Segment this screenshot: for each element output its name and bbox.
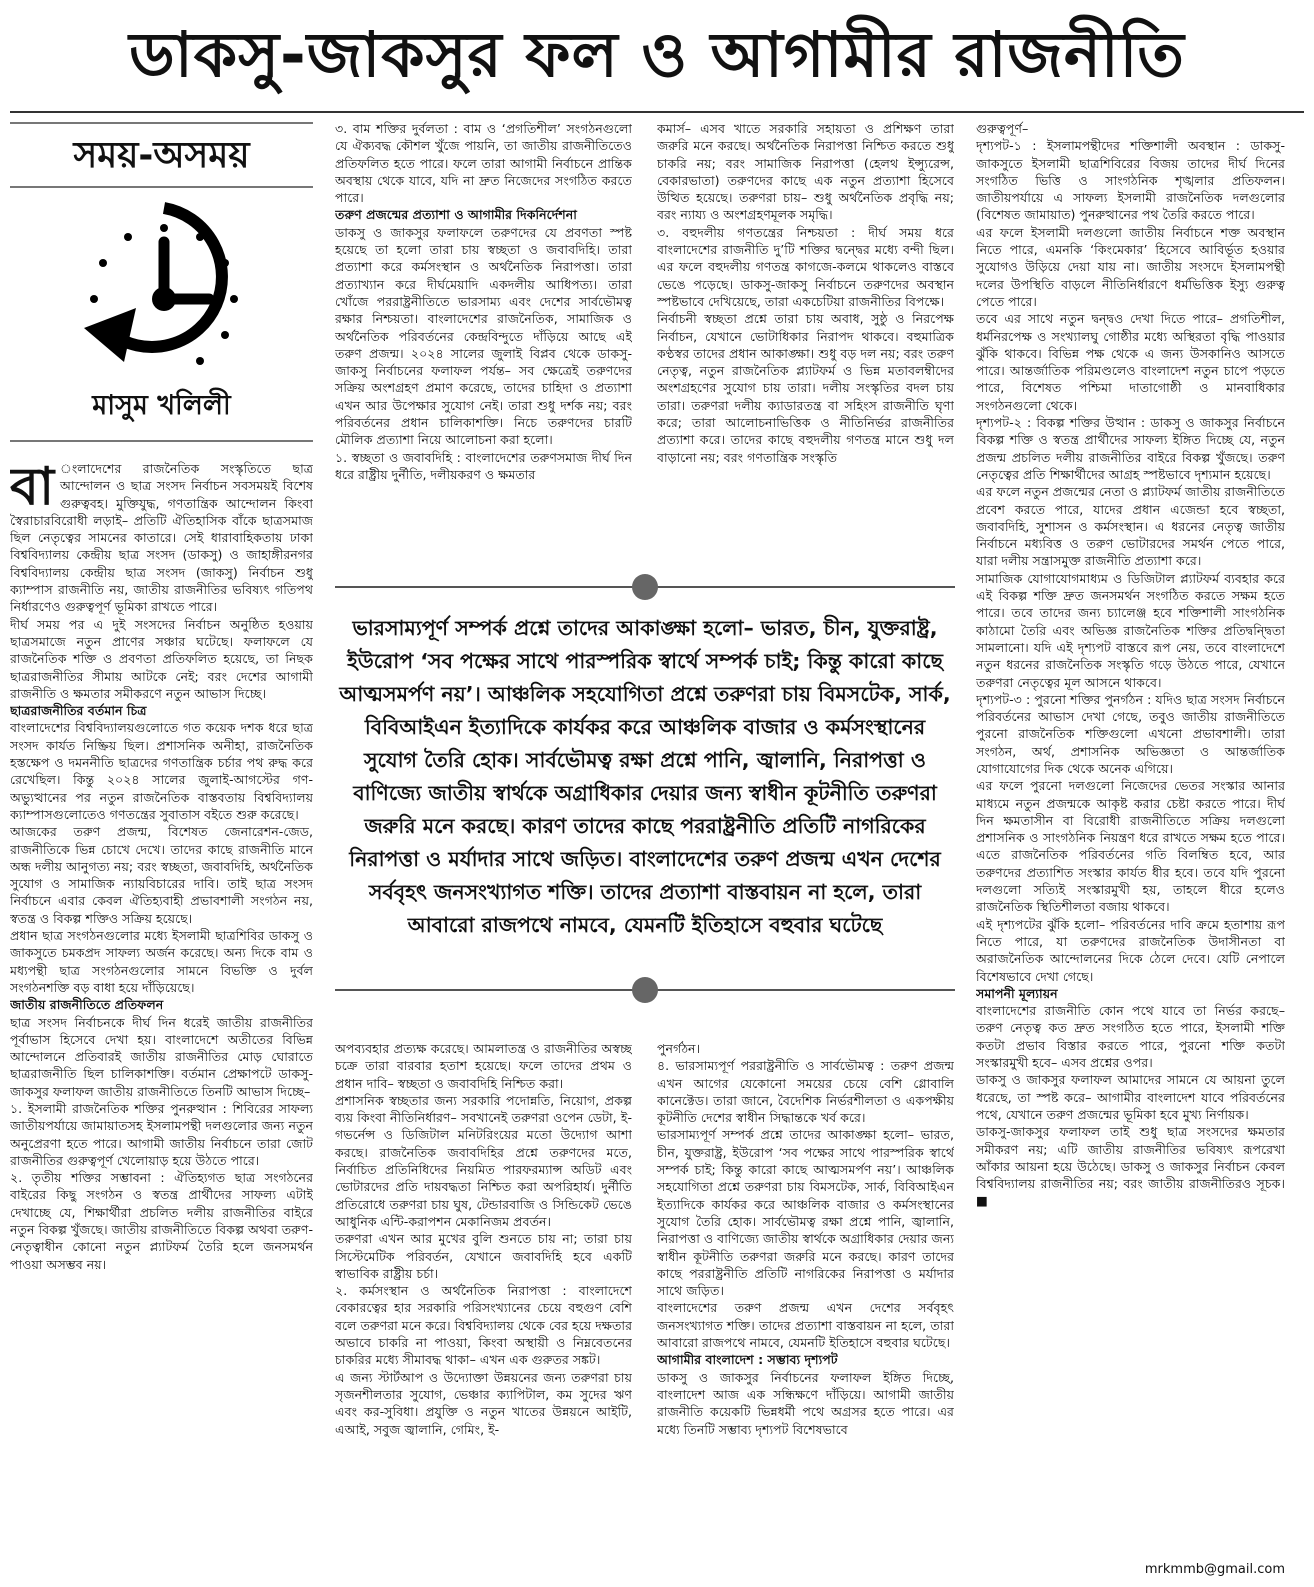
paragraph: কমার্স– এসব খাতে সরকারি সহায়তা ও প্রশিক্ষণ তারা জরুরি মনে করছে। অর্থনৈতিক নিরাপত্তা নিশ্চিত করতে শুধু চাকরি নয়; বরং সামাজিক নিরাপত্তা (হেলথ ইন্স্যুরেন্স, বেকারভাতা) তরুণদের কাছে এক নতুন প্রত্যাশা হিসেবে উত্থিত হয়েছে। তরুণরা চায়– শুধু অর্থনৈতিক প্রবৃদ্ধি নয়; বরং ন্যায্য ও অংশগ্রহণমূলক সমৃদ্ধি। [657,121,954,223]
subheading: আগামীর বাংলাদেশ : সম্ভাব্য দৃশ্যপট [657,1352,838,1368]
column-rule-bottom [10,440,313,442]
article-column-1 [10,460,313,1585]
paragraph: ৪. ভারসাম্যপূর্ণ পররাষ্ট্রনীতি ও সার্বভৌমত্ব : তরুণ প্রজন্ম এখন আগের যেকোনো সময়ের চেয়ে বেশি গ্লোবালি কানেক্টেড। তারা জানে, বৈদেশিক নির্ভরশীলতা ও একপক্ষীয় কূটনীতি দেশের স্বাধীন সিদ্ধান্তকে খর্ব করে। [657,1058,954,1126]
paragraph: ১. স্বচ্ছতা ও জবাবদিহি : বাংলাদেশের তরুণসমাজ দীর্ঘ দিন ধরে রাষ্ট্রীয় দুর্নীতি, দলীয়করণ ও ক্ষমতার [335,449,632,482]
paragraph: সামাজিক যোগাযোগমাধ্যম ও ডিজিটাল প্ল্যাটফর্ম ব্যবহার করে এই বিকল্প শক্তি দ্রুত জনসমর্থন সংগঠিত করতে সক্ষম হতে পারে। তবে তাদের জন্য চ্যালেঞ্জ হবে শক্তিশালী সাংগঠনিক কাঠামো তৈরি এবং অভিজ্ঞ রাজনৈতিক শক্তির প্রতিদ্বন্দ্বিতা সামলানো। যদি এই দৃশ্যপট বাস্তবে রূপ নেয়, তবে বাংলাদেশে নতুন ধরনের রাজনৈতিক সংস্কৃতি গড়ে উঠতে পারে, যেখানে তরুণরা নেতৃত্বের মূল আসনে থাকবে। [976,570,1285,690]
paragraph: তবে এর সাথে নতুন দ্বন্দ্বও দেখা দিতে পারে– প্রগতিশীল, ধর্মনিরপেক্ষ ও সংখ্যালঘু গোষ্ঠীর মধ্যে অস্থিরতা বৃদ্ধি পাওয়ার ঝুঁকি থাকবে। বিভিন্ন পক্ষ থেকে এ জন্য উসকানিও আসতে পারে। আন্তর্জাতিক পরিমণ্ডলেও বাংলাদেশ নতুন চাপে পড়তে পারে, বিশেষত পশ্চিমা দাতাগোষ্ঠী ও মানবাধিকার সংগঠনগুলো থেকে। [976,311,1285,413]
paragraph: বাংলাদেশের তরুণ প্রজন্ম এখন দেশের সর্ববৃহৎ জনসংখ্যাগত শক্তি। তাদের প্রত্যাশা বাস্তবায়ন না হলে, তারা আবারো রাজপথে নামবে, যেমনটি ইতিহাসে বহুবার ঘটেছে। [657,1300,954,1351]
paragraph: ৩. বাম শক্তির দুর্বলতা : বাম ও ‘প্রগতিশীল’ সংগঠনগুলো যে ঐক্যবদ্ধ কৌশল খুঁজে পায়নি, তা জাতীয় রাজনীতিতেও প্রতিফলিত হতে পারে। ফলে তারা আগামী নির্বাচনে প্রান্তিক অবস্থায় থেকে যাবে, যদি না দ্রুত নিজেদের সংগঠিত করতে পারে। [335,121,632,206]
paragraph: এই দৃশ্যপটের ঝুঁকি হলো– পরিবর্তনের দাবি ক্রমে হতাশায় রূপ নিতে পারে, যা তরুণদের রাজনৈতিক উদাসীনতা বা অরাজনৈতিক আন্দোলনের দিকে ঠেলে দেবে। যেটি নেপালে বিশেষভাবে দেখা গেছে। [976,916,1285,984]
headline-rule [10,111,1304,113]
paragraph: দীর্ঘ সময় পর এ দুই সংসদের নির্বাচন অনুষ্ঠিত হওয়ায় ছাত্রসমাজে নতুন প্রাণের সঞ্চার ঘটেছে। ফলাফলে যে রাজনৈতিক শক্তি ও প্রবণতা প্রতিফলিত হয়েছে, তা নিছক ছাত্ররাজনীতির সীমায় আটকে নেই; বরং দেশের আগামী রাজনীতি ও ক্ষমতার সমীকরণে নতুন আভাস দিচ্ছে। [10,616,313,701]
pull-quote: ভারসাম্যপূর্ণ সম্পর্ক প্রশ্নে তাদের আকাঙ্ক্ষা হলো– ভারত, চীন, যুক্তরাষ্ট্র, ইউরোপ ‘সব পক্ষের সাথে পারস্পরিক স্বার্থে সম্পর্ক চাই; কিন্তু কারো কাছে আত্মসমর্পণ নয়’। আঞ্চলিক সহযোগিতা প্রশ্নে তরুণরা চায় বিমসটেক, সার্ক, বিবিআইএন ইত্যাদিকে কার্যকর করে আঞ্চলিক বাজার ও কর্মসংস্থানের সুযোগ তৈরি হোক। সার্বভৌমত্ব রক্ষা প্রশ্নে পানি, জ্বালানি, নিরাপত্তা ও বাণিজ্যে জাতীয় স্বার্থকে অগ্রাধিকার দেয়ার জন্য স্বাধীন কূটনীতি তরুণরা জরুরি মনে করছে। কারণ তাদের কাছে পররাষ্ট্রনীতি প্রতিটি নাগরিকের নিরাপত্তা ও মর্যাদার সাথে জড়িত। বাংলাদেশের তরুণ প্রজন্ম এখন দেশের সর্ববৃহৎ জনসংখ্যাগত শক্তি। তাদের প্রত্যাশা বাস্তবায়ন না হলে, তারা আবারো রাজপথে নামবে, যেমনটি ইতিহাসে বহুবার ঘটেছে [339,616,951,937]
article-column-3-bottom [657,1040,954,1585]
article-column-2-bottom [335,1040,632,1585]
paragraph: অপব্যবহার প্রত্যক্ষ করেছে। আমলাতন্ত্র ও রাজনীতির অস্বচ্ছ চক্রে তারা বারবার হতাশ হয়েছে। ফলে তাদের প্রথম ও প্রধান দাবি– স্বচ্ছতা ও জবাবদিহি নিশ্চিত করা। [335,1041,632,1091]
column-rule-mid [10,186,313,188]
author-byline: মাসুম খলিলী [92,390,231,421]
subheading: জাতীয় রাজনীতিতে প্রতিফলন [10,997,164,1013]
pull-quote-dot-bottom [632,977,658,1003]
pull-quote-dot-top [632,574,658,600]
paragraph: দৃশ্যপট-২ : বিকল্প শক্তির উত্থান : ডাকসু ও জাকসুর নির্বাচনে বিকল্প শক্তি ও স্বতন্ত্র প্রার্থীদের সাফল্য ইঙ্গিত দিচ্ছে যে, নতুন প্রজন্ম প্রচলিত দলীয় রাজনীতির বাইরে বিকল্প খুঁজছে। তরুণ নেতৃত্বের প্রতি শিক্ষার্থীদের আগ্রহ স্পষ্টভাবে দৃশ্যমান হয়েছে। [976,415,1285,482]
paragraph: এ জন্য স্টার্টআপ ও উদ্যোক্তা উন্নয়নের জন্য তরুণরা চায় সৃজনশীলতার সুযোগ, ভেঞ্চার ক্যাপিটাল, কম সুদের ঋণ এবং কর-সুবিধা। প্রযুক্তি ও নতুন খাতের উন্নয়নে আইটি, এআই, সবুজ জ্বালানি, গেমিং, ই- [335,1369,632,1437]
paragraph: ২. তৃতীয় শক্তির সম্ভাবনা : ঐতিহ্যগত ছাত্র সংগঠনের বাইরের কিছু সংগঠন ও স্বতন্ত্র প্রার্থীদের সাফল্য এটাই দেখাচ্ছে যে, শিক্ষার্থীরা প্রচলিত দলীয় রাজনীতির বাইরে নতুন বিকল্প খুঁজছে। জাতীয় রাজনীতিতে বিকল্প অথবা তরুণ-নেতৃত্বাধীন কোনো নতুন প্ল্যাটফর্ম তৈরি হলে জনসমর্থন পাওয়া অসম্ভব নয়। [10,1170,313,1272]
subheading: ছাত্ররাজনীতির বর্তমান চিত্র [10,703,147,719]
paragraph: ভারসাম্যপূর্ণ সম্পর্ক প্রশ্নে তাদের আকাঙ্ক্ষা হলো– ভারত, চীন, যুক্তরাষ্ট্র, ইউরোপ ‘সব পক্ষের সাথে পারস্পরিক স্বার্থে সম্পর্ক চাই; কিন্তু কারো কাছে আত্মসমর্পণ নয়’। আঞ্চলিক সহযোগিতা প্রশ্নে তরুণরা চায় বিমসটেক, সার্ক, বিবিআইএন ইত্যাদিকে কার্যকর করে আঞ্চলিক বাজার ও কর্মসংস্থানের সুযোগ তৈরি হোক। সার্বভৌমত্ব রক্ষা প্রশ্নে পানি, জ্বালানি, নিরাপত্তা ও বাণিজ্যে জাতীয় স্বার্থকে অগ্রাধিকার দেয়ার জন্য স্বাধীন কূটনীতি তরুণরা জরুরি মনে করছে। কারণ তাদের কাছে পররাষ্ট্রনীতি প্রতিটি নাগরিকের নিরাপত্তা ও মর্যাদার সাথে জড়িত। [657,1127,954,1299]
paragraph: ডাকসু ও জাকসুর নির্বাচনের ফলাফল ইঙ্গিত দিচ্ছে, বাংলাদেশ আজ এক সন্ধিক্ষণে দাঁড়িয়ে। আগামী জাতীয় রাজনীতি কয়েকটি ভিন্নধর্মী পথে অগ্রসর হতে পারে। এর মধ্যে তিনটি সম্ভাব্য দৃশ্যপট বিশেষভাবে [657,1369,954,1437]
paragraph: এর ফলে ইসলামী দলগুলো জাতীয় নির্বাচনে শক্ত অবস্থান নিতে পারে, এমনকি ‘কিংমেকার’ হিসেবে আবির্ভূত হওয়ার সুযোগও উড়িয়ে দেয়া যায় না। জাতীয় সংসদে ইসলামপন্থী দলের উপস্থিতি বাড়লে নীতিনির্ধারণে ধর্মভিত্তিক ইস্যু গুরুত্ব পেতে পারে। [976,224,1285,309]
paragraph: ডাকসু ও জাকসুর ফলাফলে তরুণদের যে প্রবণতা স্পষ্ট হয়েছে তা হলো তারা চায় স্বচ্ছতা ও জবাবদিহি। তারা প্রত্যাশা করে কর্মসংস্থান ও অর্থনৈতিক নিরাপত্তা। তারা প্রত্যাখ্যান করে দীর্ঘমেয়াদি একদলীয় আধিপত্য। তারা খোঁজে পররাষ্ট্রনীতিতে ভারসাম্য এবং দেশের সার্বভৌমত্ব রক্ষার নিশ্চয়তা। বাংলাদেশের রাজনৈতিক, সামাজিক ও অর্থনৈতিক পরিবর্তনের কেন্দ্রবিন্দুতে দাঁড়িয়ে আছে এই তরুণ প্রজন্ম। ২০২৪ সালের জুলাই বিপ্লব থেকে ডাকসু-জাকসু নির্বাচনের ফলাফল পর্যন্ত– সব ক্ষেত্রেই তরুণদের সক্রিয় অংশগ্রহণ প্রমাণ করেছে, তাদের চাহিদা ও প্রত্যাশা এখন আর উপেক্ষার সুযোগ নেই। তারা শুধু দর্শক নয়; বরং পরিবর্তনের প্রধান চালিকাশক্তি। নিচে তরুণদের চারটি মৌলিক প্রত্যাশা নিয়ে আলোচনা করা হলো। [335,224,632,448]
column-rule-top [10,122,313,124]
paragraph: প্রশাসনিক স্বচ্ছতার জন্য সরকারি পদোন্নতি, নিয়োগ, প্রকল্প ব্যয় কিংবা নীতিনির্ধারণ– সবখানেই তরুণরা ওপেন ডেটা, ই-গভর্নেন্স ও ডিজিটাল মনিটরিংয়ের মতো উদ্যোগ আশা করছে। রাজনৈতিক জবাবদিহির প্রশ্নে তরুণদের মতে, নির্বাচিত প্রতিনিধিদের নিয়মিত পারফরম্যান্স অডিট এবং ভোটারদের প্রতি দায়বদ্ধতা নিশ্চিত করা অপরিহার্য। দুর্নীতি প্রতিরোধে তরুণরা চায় ঘুষ, টেন্ডারবাজি ও সিন্ডিকেট ভেঙে আধুনিক এন্টি-করাপশন মেকানিজম প্রবর্তন। [335,1092,632,1229]
paragraph: দৃশ্যপট-৩ : পুরনো শক্তির পুনর্গঠন : যদিও ছাত্র সংসদ নির্বাচনে পরিবর্তনের আভাস দেখা গেছে, তবুও জাতীয় রাজনীতিতে পুরনো রাজনৈতিক শক্তিগুলো এখনো প্রভাবশালী। তারা সংগঠন, অর্থ, প্রশাসনিক অভিজ্ঞতা ও আন্তর্জাতিক যোগাযোগের দিক থেকে অনেক এগিয়ে। [976,691,1285,776]
paragraph: এর ফলে পুরনো দলগুলো নিজেদের ভেতর সংস্কার আনার মাধ্যমে নতুন প্রজন্মকে আকৃষ্ট করার চেষ্টা করতে পারে। দীর্ঘ দিন ক্ষমতাসীন বা বিরোধী রাজনীতিতে সক্রিয় দলগুলো প্রশাসনিক ও সাংগঠনিক নিয়ন্ত্রণ ধরে রাখতে সক্ষম হতে পারে। এতে রাজনৈতিক পরিবর্তনের গতি বিলম্বিত হবে, আর তরুণদের প্রত্যাশিত সংস্কার কার্যত ধীর হবে। তবে যদি পুরনো দলগুলো সত্যিই সংস্কারমুখী হয়, তাহলে ধীরে হলেও রাজনৈতিক স্থিতিশীলতা বজায় থাকবে। [976,778,1285,915]
article-column-2-top [335,120,632,560]
paragraph: এর ফলে নতুন প্রজন্মের নেতা ও প্ল্যাটফর্ম জাতীয় রাজনীতিতে প্রবেশ করতে পারে, যাদের প্রধান এজেন্ডা হবে স্বচ্ছতা, জবাবদিহি, সুশাসন ও কর্মসংস্থান। এ ধরনের নেতৃত্ব জাতীয় নির্বাচনে মধ্যবিত্ত ও তরুণ ভোটারদের সমর্থন পেতে পারে, যারা দলীয় সন্ত্রাসমুক্ত রাজনীতি প্রত্যাশা করে। [976,484,1285,569]
paragraph: ংলাদেশের রাজনৈতিক সংস্কৃতিতে ছাত্র আন্দোলন ও ছাত্র সংসদ নির্বাচন সবসময়ই বিশেষ গুরুত্ববহ। মুক্তিযুদ্ধ, গণতান্ত্রিক আন্দোলন কিংবা স্বৈরাচারবিরোধী লড়াই– প্রতিটি ঐতিহাসিক বাঁকে ছাত্রসমাজ ছিল নেতৃত্বের সামনের কাতারে। সেই ধারাবাহিকতায় ঢাকা বিশ্ববিদ্যালয় কেন্দ্রীয় ছাত্র সংসদ (ডাকসু) ও জাহাঙ্গীরনগর বিশ্ববিদ্যালয় কেন্দ্রীয় ছাত্র সংসদ (জাকসু) নির্বাচন শুধু ক্যাম্পাস রাজনীতি নয়, জাতীয় রাজনীতির ভবিষ্যৎ গতিপথ নির্ধারণেও গুরুত্বপূর্ণ ভূমিকা রাখতে পারে। [10,461,313,615]
paragraph: গুরুত্বপূর্ণ– [976,121,1029,136]
column-name: সময়-অসময় [73,135,250,176]
paragraph: ছাত্র সংসদ নির্বাচনকে দীর্ঘ দিন ধরেই জাতীয় রাজনীতির পূর্বাভাস হিসেবে দেখা হয়। বাংলাদেশে অতীতের বিভিন্ন আন্দোলনে প্রতিবারই জাতীয় রাজনীতির মোড় ঘোরাতে ছাত্ররাজনীতি ছিল চালিকাশক্তি। বর্তমান প্রেক্ষাপটে ডাকসু-জাকসুর ফলাফল জাতীয় রাজনীতিতে তিনটি আভাস দিচ্ছে– [10,1014,313,1099]
article-column-4 [976,120,1285,1570]
paragraph: প্রধান ছাত্র সংগঠনগুলোর মধ্যে ইসলামী ছাত্রশিবির ডাকসু ও জাকসুতে চমকপ্রদ সাফল্য অর্জন করেছে। অন্য দিকে বাম ও মধ্যপন্থী ছাত্র সংগঠনগুলোর সামনে বিভক্তি ও দুর্বল সংগঠনশক্তি বড় বাধা হয়ে দাঁড়িয়েছে। [10,928,313,995]
clock-icon [84,200,244,370]
paragraph: ডাকসু ও জাকসুর ফলাফল আমাদের সামনে যে আয়না তুলে ধরেছে, তা স্পষ্ট করে– আগামীর বাংলাদেশ যাবে পরিবর্তনের পথে, যেখানে তরুণ প্রজন্মের ভূমিকা হবে মুখ্য নির্ণায়ক। [976,1072,1285,1122]
drop-cap: বা [10,460,55,517]
article-column-3-top [657,120,954,560]
paragraph: ১. ইসলামী রাজনৈতিক শক্তির পুনরুত্থান : শিবিরের সাফল্য জাতীয়পর্যায়ে জামায়াতসহ ইসলামপন্থী দলগুলোর জন্য নতুন অনুপ্রেরণা হতে পারে। আগামী জাতীয় নির্বাচনে তারা জোট রাজনীতির গুরুত্বপূর্ণ খেলোয়াড় হয়ে উঠতে পারে। [10,1100,313,1168]
paragraph: বাংলাদেশের বিশ্ববিদ্যালয়গুলোতে গত কয়েক দশক ধরে ছাত্র সংসদ কার্যত নিষ্ক্রিয় ছিল। প্রশাসনিক অনীহা, রাজনৈতিক হস্তক্ষেপ ও দমননীতি ছাত্রদের গণতান্ত্রিক চর্চার পথ রুদ্ধ করে রেখেছিল। কিন্তু ২০২৪ সালের জুলাই-আগস্টের গণ-অভ্যুত্থানের পর নতুন রাজনৈতিক বাস্তবতায় বিশ্ববিদ্যালয় ক্যাম্পাসগুলোতেও গণতন্ত্রের সুবাতাস বইতে শুরু করেছে। [10,720,313,822]
author-email[interactable]: mrkmmb@gmail.com [1144,1562,1285,1577]
paragraph: তরুণরা এখন আর মুখের বুলি শুনতে চায় না; তারা চায় সিস্টেমেটিক পরিবর্তন, যেখানে জবাবদিহি হবে একটি স্বাভাবিক রাষ্ট্রীয় চর্চা। [335,1231,632,1281]
headline: ডাকসু-জাকসুর ফল ও আগামীর রাজনীতি [129,18,1185,91]
paragraph: আজকের তরুণ প্রজন্ম, বিশেষত জেনারেশন-জেড, রাজনীতিকে ভিন্ন চোখে দেখে। তাদের কাছে রাজনীতি মানে অন্ধ দলীয় আনুগত্য নয়; বরং স্বচ্ছতা, জবাবদিহি, অর্থনৈতিক সুযোগ ও সামাজিক ন্যায়বিচারের দাবি। তাই ছাত্র সংসদ নির্বাচনে এবার কেবল ঐতিহ্যবাহী প্রভাবশালী সংগঠন নয়, স্বতন্ত্র ও বিকল্প শক্তিও সক্রিয় হয়েছে। [10,824,313,926]
paragraph: বাংলাদেশের রাজনীতি কোন পথে যাবে তা নির্ভর করছে– তরুণ নেতৃত্ব কত দ্রুত সংগঠিত হতে পারে, ইসলামী শক্তি কতটা প্রভাব বিস্তার করতে পারে, পুরনো শক্তি কতটা সংস্কারমুখী হবে– এসব প্রশ্নের ওপর। [976,1003,1285,1071]
paragraph: ২. কর্মসংস্থান ও অর্থনৈতিক নিরাপত্তা : বাংলাদেশে বেকারত্বের হার সরকারি পরিসংখ্যানের চেয়ে বহুগুণ বেশি বলে তরুণরা মনে করে। বিশ্ববিদ্যালয় থেকে বের হয়ে দক্ষতার অভাবে চাকরি না পাওয়া, কিংবা অস্থায়ী ও নিম্নবেতনের চাকরির মধ্যে সীমাবদ্ধ থাকা– এখন এক গুরুতর সঙ্কট। [335,1283,632,1368]
subheading: তরুণ প্রজন্মের প্রত্যাশা ও আগামীর দিকনির্দেশনা [335,207,577,223]
paragraph: পুনর্গঠন। [657,1041,701,1056]
paragraph: নির্বাচনী স্বচ্ছতা প্রশ্নে তারা চায় অবাধ, সুষ্ঠু ও নিরপেক্ষ নির্বাচন, যেখানে ভোটাধিকার নিরাপদ থাকবে। বহুমাত্রিক কণ্ঠস্বর তাদের প্রধান আকাঙ্ক্ষা। শুধু বড় দল নয়; বরং তরুণ নেতৃত্ব, নতুন রাজনৈতিক প্ল্যাটফর্ম ও ভিন্ন মতাবলম্বীদের অংশগ্রহণের সুযোগ চায় তারা। দলীয় সংস্কৃতির বদল চায় তারা। তরুণরা দলীয় ক্যাডারতন্ত্র বা সহিংস রাজনীতি ঘৃণা করে; তারা আলোচনাভিত্তিক ও নীতিনির্ভর রাজনীতির প্রত্যাশা করে। তাদের কাছে বহুদলীয় গণতন্ত্র মানে শুধু দল বাড়ানো নয়; বরং গণতান্ত্রিক সংস্কৃতি [657,311,954,465]
paragraph: দৃশ্যপট-১ : ইসলামপন্থীদের শক্তিশালী অবস্থান : ডাকসু-জাকসুতে ইসলামী ছাত্রশিবিরের বিজয় তাদের দীর্ঘ দিনের সংগঠিত ভিত্তি ও সাংগঠনিক শৃঙ্খলার প্রতিফলন। জাতীয়পর্যায়ে এ সাফল্য ইসলামী রাজনৈতিক দলগুলোর (বিশেষত জামায়াত) পুনরুত্থানের পথ তৈরি করতে পারে। [976,138,1285,223]
paragraph: ডাকসু-জাকসুর ফলাফল তাই শুধু ছাত্র সংসদের ক্ষমতার সমীকরণ নয়; এটি জাতীয় রাজনীতির ভবিষ্যৎ রূপরেখা আঁকার আয়না হয়ে উঠেছে। ডাকসু ও জাকসুর নির্বাচন কেবল বিশ্ববিদ্যালয় রাজনীতির নয়; বরং জাতীয় রাজনীতিরও সূচক।■ [976,1124,1285,1209]
paragraph: ৩. বহুদলীয় গণতন্ত্রের নিশ্চয়তা : দীর্ঘ সময় ধরে বাংলাদেশের রাজনীতি দু’টি শক্তির দ্বন্দ্বের মধ্যে বন্দী ছিল। এর ফলে বহুদলীয় গণতন্ত্র কাগজে-কলমে থাকলেও বাস্তবে ভেঙে পড়েছে। ডাকসু-জাকসু নির্বাচনে তরুণদের অবস্থান স্পষ্টভাবে দেখিয়েছে, তারা একচেটিয়া রাজনীতির বিপক্ষে। [657,224,954,309]
subheading: সমাপনী মূল্যায়ন [976,985,1058,1001]
